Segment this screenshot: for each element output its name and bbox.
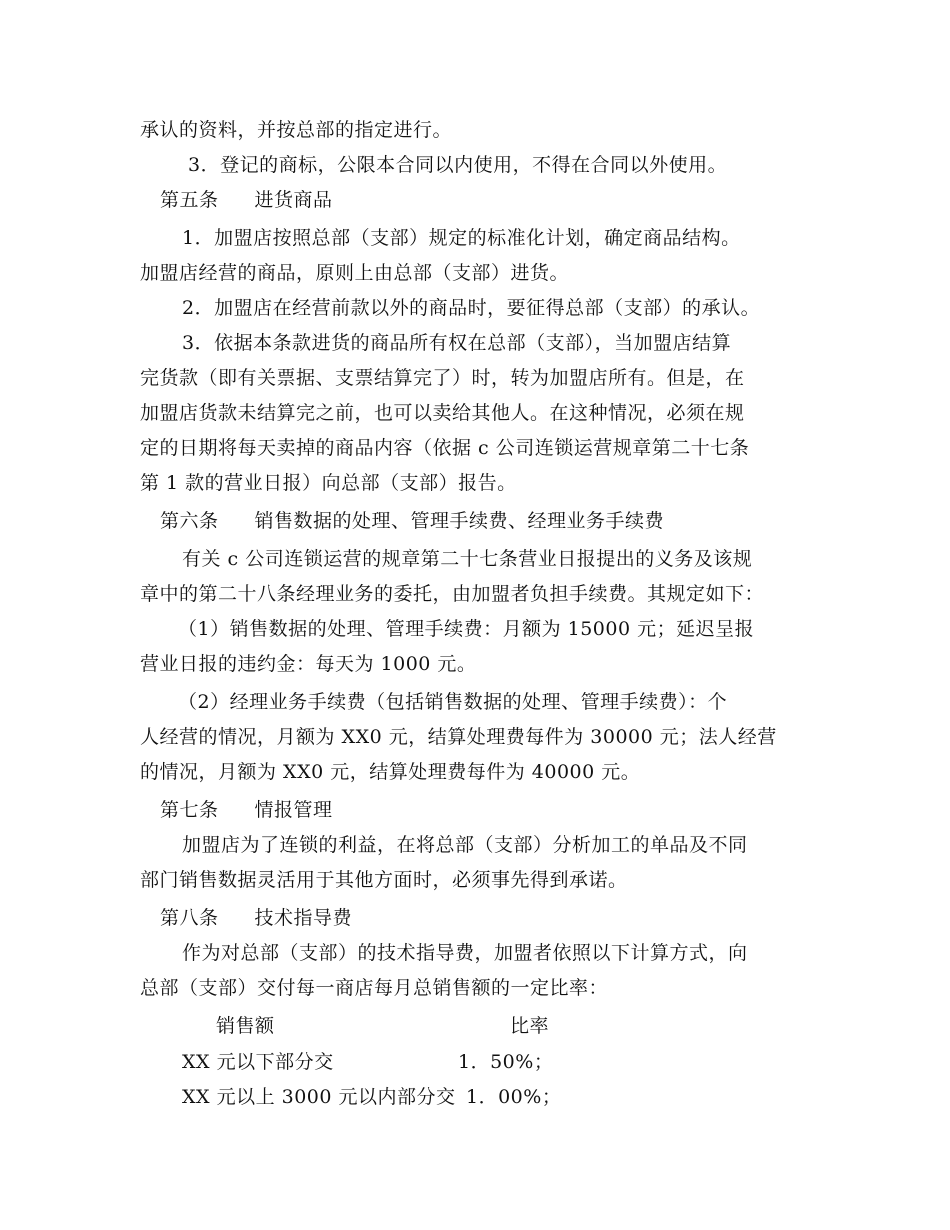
paragraph-line: 营业日报的违约金：每天为 1000 元。 — [140, 653, 477, 675]
clause-item: 3．依据本条款进货的商品所有权在总部（支部），当加盟店结算 — [182, 332, 732, 354]
sales-range: XX 元以下部分交 — [182, 1051, 334, 1073]
article-title: 情报管理 — [254, 799, 333, 821]
article-number: 第八条 — [160, 907, 219, 929]
rate-header: 比率 — [510, 1015, 550, 1037]
article-title: 销售数据的处理、管理手续费、经理业务手续费 — [254, 510, 665, 532]
rate-value: 1．50%； — [458, 1051, 554, 1073]
article-heading — [160, 504, 850, 538]
article-number: 第五条 — [160, 189, 219, 211]
paragraph-line: 人经营的情况，月额为 XX0 元，结算处理费每件为 30000 元；法人经营 — [140, 726, 777, 748]
clause-item: （2）经理业务手续费（包括销售数据的处理、管理手续费）：个 — [178, 691, 728, 713]
paragraph-line: 完货款（即有关票据、支票结算完了）时，转为加盟店所有。但是，在 — [140, 367, 745, 389]
paragraph-line: 总部（支部）交付每一商店每月总销售额的一定比率： — [140, 977, 609, 999]
clause-item: 1．加盟店按照总部（支部）规定的标准化计划，确定商品结构。 — [182, 227, 741, 249]
article-number: 第七条 — [160, 799, 219, 821]
clause-item: （1）销售数据的处理、管理手续费：月额为 15000 元；延迟呈报 — [178, 618, 755, 640]
rate-value: 1．00%； — [466, 1086, 562, 1108]
clause-item: 3．登记的商标，公限本合同以内使用，不得在合同以外使用。 — [188, 154, 728, 176]
paragraph-line: 承认的资料，并按总部的指定进行。 — [140, 119, 453, 141]
clause-item: 2．加盟店在经营前款以外的商品时，要征得总部（支部）的承认。 — [182, 297, 761, 319]
sales-range: XX 元以上 3000 元以内部分交 — [182, 1086, 456, 1108]
article-heading — [160, 183, 850, 217]
paragraph-line: 部门销售数据灵活用于其他方面时，必须事先得到承诺。 — [140, 869, 628, 891]
paragraph-line: 加盟店为了连锁的利益，在将总部（支部）分析加工的单品及不同 — [182, 834, 748, 856]
paragraph-line: 的情况，月额为 XX0 元，结算处理费每件为 40000 元。 — [140, 761, 641, 783]
sales-amount-header: 销售额 — [216, 1015, 275, 1037]
paragraph-line: 第 1 款的营业日报）向总部（支部）报告。 — [140, 472, 517, 494]
paragraph-line: 章中的第二十八条经理业务的委托，由加盟者负担手续费。其规定如下： — [140, 583, 765, 605]
article-heading — [160, 901, 850, 935]
paragraph-line: 有关 c 公司连锁运营的规章第二十七条营业日报提出的义务及该规 — [182, 548, 753, 570]
paragraph-line: 作为对总部（支部）的技术指导费，加盟者依照以下计算方式，向 — [182, 942, 748, 964]
article-title: 进货商品 — [254, 189, 333, 211]
paragraph-line: 加盟店经营的商品，原则上由总部（支部）进货。 — [140, 262, 570, 284]
article-heading — [160, 793, 850, 827]
paragraph-line: 加盟店货款未结算完之前，也可以卖给其他人。在这种情况，必须在规 — [140, 402, 745, 424]
article-number: 第六条 — [160, 510, 219, 532]
paragraph-line: 定的日期将每天卖掉的商品内容（依据 c 公司连锁运营规章第二十七条 — [140, 437, 750, 459]
article-title: 技术指导费 — [254, 907, 353, 929]
